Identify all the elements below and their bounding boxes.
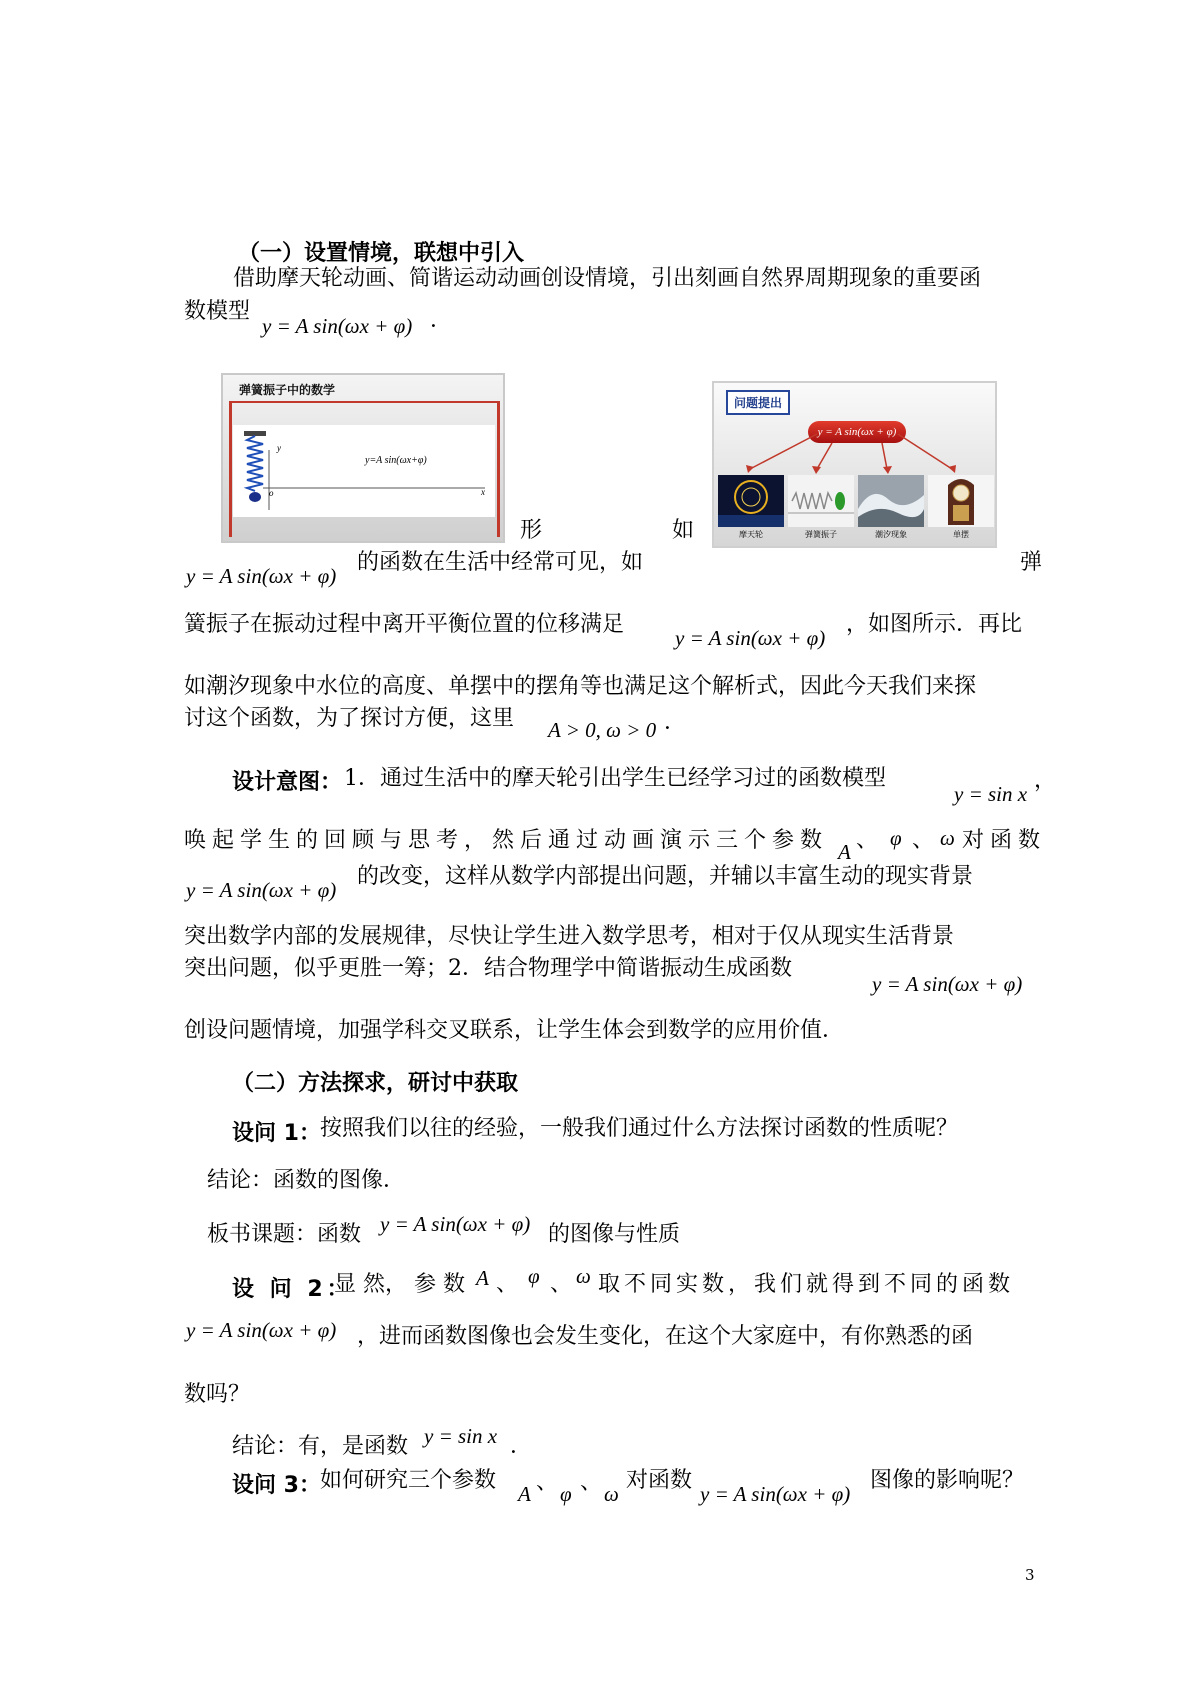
ysinx-formula-2: y = sin x <box>424 1424 498 1448</box>
dun-2: 、 <box>912 828 935 853</box>
intro-line2: 数模型 <box>184 299 251 324</box>
q3-label: 设问 3： <box>232 1473 321 1498</box>
q3-param-omega: ω <box>604 1482 619 1506</box>
q3-dun-2: 、 <box>580 1470 603 1495</box>
dui-hanshu-1: 对函数 <box>962 828 1047 853</box>
param-omega: ω <box>940 826 955 850</box>
spring-axis-y: y <box>277 443 281 453</box>
conclusion-1: 结论：函数的图像． <box>207 1168 406 1193</box>
spring-axis-x: x <box>481 487 485 497</box>
intent-line1: 1．通过生活中的摩天轮引出学生已经学习过的函数模型 <box>344 766 886 791</box>
formula-model: y = A sin(ωx + φ) <box>262 314 413 338</box>
q2-text-b: 取不同实数，我们就得到不同的函数 <box>598 1272 1015 1297</box>
text-xing: 形 <box>520 518 543 543</box>
q3-text-c: 图像的影响呢？ <box>870 1468 1025 1493</box>
q2-label: 设 问 2： <box>232 1277 353 1302</box>
q1-text: 按照我们以往的经验，一般我们通过什么方法探讨函数的性质呢？ <box>320 1116 959 1141</box>
param-A: A <box>838 840 851 864</box>
comma-1: ， <box>1034 768 1057 793</box>
caption-tide: 潮汐现象 <box>875 530 907 539</box>
formula-inline-1: y = A sin(ωx + φ) <box>186 564 337 588</box>
q2-param-phi: φ <box>528 1264 540 1288</box>
q3-dun-1: 、 <box>536 1470 559 1495</box>
section1-heading: （一）设置情境，联想中引入 <box>238 241 525 266</box>
formula-inline-2: y = A sin(ωx + φ) <box>675 626 826 650</box>
intent-label: 设计意图： <box>232 770 343 795</box>
conclusion-2: 结论：有，是函数 <box>232 1434 409 1459</box>
problem-formula: y = A sin(ωx + φ) <box>808 421 906 443</box>
formula-inline-4: y = A sin(ωx + φ) <box>872 972 1023 996</box>
caption-ferris-wheel: 摩天轮 <box>739 530 763 539</box>
pendulum-clock-icon <box>928 475 994 527</box>
spring-diagram <box>233 425 495 517</box>
intent-line2: 唤起学生的回顾与思考，然后通过动画演示三个参数 <box>184 828 829 853</box>
ferris-wheel-icon <box>718 475 784 527</box>
p1-dan: 弹 <box>1020 550 1043 575</box>
p1-text: 的函数在生活中经常可见，如 <box>357 550 644 575</box>
intent-line6: 创设问题情境，加强学科交叉联系，让学生体会到数学的应用价值． <box>184 1018 845 1043</box>
formula-q2: y = A sin(ωx + φ) <box>186 1318 337 1342</box>
param-phi: φ <box>890 826 902 850</box>
problem-tag: 问题提出 <box>726 390 790 415</box>
intent-line3: 的改变，这样从数学内部提出问题，并辅以丰富生动的现实背景 <box>357 864 974 889</box>
period-2: ． <box>664 710 687 735</box>
spring-formula: y=A sin(ωx+φ) <box>365 455 427 466</box>
formula-inline-3: y = A sin(ωx + φ) <box>186 878 337 902</box>
board-title-post: 的图像与性质 <box>548 1222 681 1247</box>
q3-param-phi: φ <box>560 1482 572 1506</box>
spring-figure <box>221 373 505 543</box>
q3-text-a: 如何研究三个参数 <box>320 1468 497 1493</box>
section2-heading: （二）方法探求，研讨中获取 <box>232 1071 519 1096</box>
p3-text: 如潮汐现象中水位的高度、单摆中的摆角等也满足这个解析式，因此今天我们来探 <box>184 674 977 699</box>
intent-line5: 突出问题，似乎更胜一筹；2．结合物理学中简谐振动生成函数 <box>184 956 792 981</box>
p4-text: 讨这个函数，为了探讨方便，这里 <box>184 706 515 731</box>
p2-after: ，如图所示．再比 <box>846 612 1023 637</box>
q3-param-A: A <box>518 1482 531 1506</box>
board-title-pre: 板书课题：函数 <box>207 1222 362 1247</box>
period-3: ． <box>510 1434 533 1459</box>
q2-text-d: 数吗？ <box>184 1382 251 1407</box>
spring-origin: o <box>269 488 274 498</box>
text-ru: 如 <box>672 518 695 543</box>
q2-dun-1: 、 <box>496 1272 519 1297</box>
caption-pendulum: 单摆 <box>953 530 969 539</box>
q2-text-c: ，进而函数图像也会发生变化，在这个大家庭中，有你熟悉的函 <box>357 1324 974 1349</box>
q2-dun-2: 、 <box>550 1272 573 1297</box>
problem-arrows <box>712 381 997 481</box>
ysinx-formula-1: y = sin x <box>954 782 1028 806</box>
tide-icon <box>858 475 924 527</box>
caption-spring-oscillator: 弹簧振子 <box>805 530 837 539</box>
period-1: ． <box>430 308 453 333</box>
formula-board: y = A sin(ωx + φ) <box>380 1212 531 1236</box>
q3-text-b: 对函数 <box>626 1468 693 1493</box>
q2-param-A: A <box>476 1266 489 1290</box>
q1-label: 设问 1： <box>232 1121 321 1146</box>
spring-board <box>233 425 495 517</box>
intro-line1: 借助摩天轮动画、简谐运动动画创设情境，引出刻画自然界周期现象的重要函 <box>233 266 982 291</box>
intent-line4: 突出数学内部的发展规律，尽快让学生进入数学思考，相对于仅从现实生活背景 <box>184 924 955 949</box>
spring-oscillator-icon <box>788 475 854 527</box>
formula-q3: y = A sin(ωx + φ) <box>700 1482 851 1506</box>
q2-text-a: 显 然， 参 数 <box>334 1272 465 1297</box>
page-number: 3 <box>1025 1566 1035 1584</box>
q2-param-omega: ω <box>576 1264 591 1288</box>
p2-text: 簧振子在振动过程中离开平衡位置的位移满足 <box>184 612 625 637</box>
spring-figure-title: 弹簧振子中的数学 <box>239 383 336 397</box>
dun-1: 、 <box>856 828 879 853</box>
condition-formula: A > 0, ω > 0 <box>548 718 657 742</box>
problem-figure <box>712 381 997 548</box>
